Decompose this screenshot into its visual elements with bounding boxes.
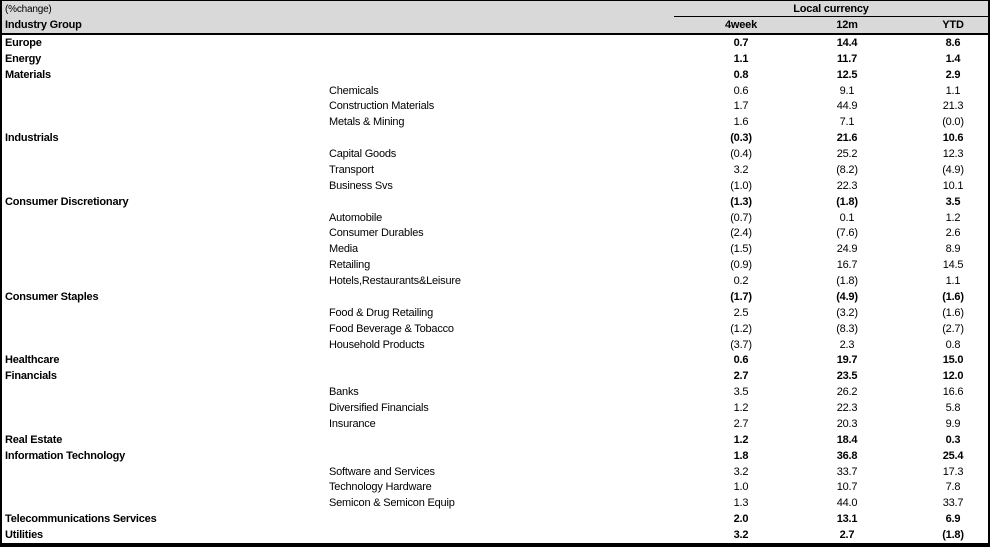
value-4week: 0.6 — [733, 84, 749, 97]
table-row — [2, 210, 988, 226]
value-12m: 2.7 — [839, 529, 855, 542]
value-ytd: 8.6 — [945, 36, 961, 49]
table-row — [2, 241, 988, 257]
value-ytd: (1.8) — [942, 529, 964, 542]
row-label: Retailing — [329, 259, 371, 272]
table-row — [2, 257, 988, 273]
percent-change-label: (%change) — [5, 3, 52, 15]
table-row — [2, 289, 988, 305]
row-label: Materials — [5, 68, 51, 81]
value-12m: (7.6) — [836, 227, 858, 240]
value-ytd: 33.7 — [942, 497, 964, 510]
row-label: Software and Services — [329, 465, 435, 478]
value-4week: 1.7 — [733, 100, 749, 113]
value-ytd: 5.8 — [945, 402, 961, 415]
row-label: Transport — [329, 163, 374, 176]
value-4week: 2.0 — [733, 513, 749, 526]
value-ytd: 1.4 — [945, 52, 961, 65]
value-4week: 3.2 — [733, 465, 749, 478]
value-4week: (1.5) — [730, 243, 752, 256]
table-body — [2, 35, 988, 543]
value-12m: 12.5 — [836, 68, 858, 81]
table-row — [2, 99, 988, 115]
value-12m: 2.3 — [839, 338, 855, 351]
row-label: Technology Hardware — [329, 481, 432, 494]
value-4week: (3.7) — [730, 338, 752, 351]
value-12m: 9.1 — [839, 84, 855, 97]
value-ytd: 12.0 — [942, 370, 964, 383]
column-header-4week: 4week — [724, 19, 758, 31]
value-ytd: (4.9) — [942, 163, 964, 176]
value-4week: 1.2 — [733, 402, 749, 415]
table-header — [2, 1, 988, 33]
value-4week: 1.1 — [733, 52, 749, 65]
value-ytd: 25.4 — [942, 449, 964, 462]
table-row — [2, 495, 988, 511]
table-row — [2, 194, 988, 210]
value-ytd: (1.6) — [942, 306, 964, 319]
value-4week: 3.5 — [733, 386, 749, 399]
row-label: Consumer Durables — [329, 227, 424, 240]
value-4week: 1.2 — [733, 433, 749, 446]
row-label: Telecommunications Services — [5, 513, 157, 526]
table-row — [2, 480, 988, 496]
row-label: Business Svs — [329, 179, 393, 192]
value-12m: (8.2) — [836, 163, 858, 176]
row-label: Hotels,Restaurants&Leisure — [329, 275, 461, 288]
table-row — [2, 321, 988, 337]
value-12m: 0.1 — [839, 211, 855, 224]
value-ytd: 9.9 — [945, 417, 961, 430]
table-row — [2, 83, 988, 99]
row-label: Consumer Staples — [5, 290, 99, 303]
value-12m: 22.3 — [836, 402, 858, 415]
value-4week: 1.0 — [733, 481, 749, 494]
value-ytd: 14.5 — [942, 259, 964, 272]
value-ytd: 1.1 — [945, 275, 961, 288]
value-4week: (0.4) — [730, 148, 752, 161]
table-row — [2, 51, 988, 67]
value-ytd: 10.6 — [942, 132, 964, 145]
value-4week: 0.2 — [733, 275, 749, 288]
value-12m: 20.3 — [836, 417, 858, 430]
value-12m: 44.0 — [836, 497, 858, 510]
value-4week: (1.2) — [730, 322, 752, 335]
value-ytd: 0.3 — [945, 433, 961, 446]
value-ytd: 7.8 — [945, 481, 961, 494]
value-4week: 1.8 — [733, 449, 749, 462]
table-row — [2, 464, 988, 480]
row-label: Food Beverage & Tobacco — [329, 322, 454, 335]
table-row — [2, 226, 988, 242]
row-label: Real Estate — [5, 433, 63, 446]
value-12m: 16.7 — [836, 259, 858, 272]
row-label: Banks — [329, 386, 359, 399]
value-4week: 0.7 — [733, 36, 749, 49]
value-12m: (1.8) — [836, 195, 858, 208]
value-ytd: 1.2 — [945, 211, 961, 224]
value-12m: 10.7 — [836, 481, 858, 494]
value-ytd: (0.0) — [942, 116, 964, 129]
industry-group-column-header: Industry Group — [5, 19, 82, 31]
column-header-12m: 12m — [836, 19, 858, 31]
value-ytd: 1.1 — [945, 84, 961, 97]
table-row — [2, 400, 988, 416]
row-label: Metals & Mining — [329, 116, 405, 129]
table-row — [2, 35, 988, 51]
value-ytd: 16.6 — [942, 386, 964, 399]
row-label: Energy — [5, 52, 42, 65]
row-label: Consumer Discretionary — [5, 195, 129, 208]
value-ytd: 3.5 — [945, 195, 961, 208]
value-12m: 26.2 — [836, 386, 858, 399]
row-label: Media — [329, 243, 358, 256]
value-ytd: (1.6) — [942, 290, 964, 303]
value-ytd: 2.9 — [945, 68, 961, 81]
row-label: Semicon & Semicon Equip — [329, 497, 455, 510]
value-12m: (8.3) — [836, 322, 858, 335]
table-row — [2, 511, 988, 527]
value-4week: (2.4) — [730, 227, 752, 240]
row-label: Automobile — [329, 211, 383, 224]
value-12m: 7.1 — [839, 116, 855, 129]
value-ytd: 8.9 — [945, 243, 961, 256]
table-row — [2, 305, 988, 321]
value-12m: 14.4 — [836, 36, 858, 49]
value-12m: 24.9 — [836, 243, 858, 256]
row-label: Construction Materials — [329, 100, 435, 113]
value-12m: 22.3 — [836, 179, 858, 192]
value-4week: 1.6 — [733, 116, 749, 129]
value-ytd: (2.7) — [942, 322, 964, 335]
value-4week: (0.7) — [730, 211, 752, 224]
value-4week: 0.6 — [733, 354, 749, 367]
value-ytd: 21.3 — [942, 100, 964, 113]
value-ytd: 2.6 — [945, 227, 961, 240]
value-4week: (1.7) — [730, 290, 752, 303]
table-row — [2, 353, 988, 369]
header-row-currency — [2, 1, 988, 17]
value-12m: 11.7 — [836, 52, 857, 65]
value-ytd: 10.1 — [942, 179, 964, 192]
column-header-ytd: YTD — [942, 19, 964, 31]
value-ytd: 12.3 — [942, 148, 964, 161]
table-row — [2, 67, 988, 83]
table-row — [2, 114, 988, 130]
header-row-columns — [2, 17, 988, 33]
table-row — [2, 337, 988, 353]
table-row — [2, 432, 988, 448]
row-label: Capital Goods — [329, 148, 397, 161]
value-4week: (0.3) — [730, 132, 752, 145]
value-12m: 25.2 — [836, 148, 858, 161]
row-label: Household Products — [329, 338, 425, 351]
currency-group-label: Local currency — [793, 2, 869, 15]
value-12m: 36.8 — [836, 449, 858, 462]
table-row — [2, 368, 988, 384]
value-12m: 18.4 — [836, 433, 858, 446]
value-12m: 19.7 — [836, 354, 858, 367]
row-label: Insurance — [329, 417, 376, 430]
value-12m: (4.9) — [836, 290, 858, 303]
row-label: Information Technology — [5, 449, 126, 462]
row-label: Financials — [5, 370, 57, 383]
value-ytd: 6.9 — [945, 513, 961, 526]
table-row — [2, 416, 988, 432]
table-row — [2, 527, 988, 543]
row-label: Diversified Financials — [329, 402, 429, 415]
value-4week: 0.8 — [733, 68, 749, 81]
table-row — [2, 178, 988, 194]
table-row — [2, 146, 988, 162]
value-12m: 21.6 — [836, 132, 858, 145]
value-12m: (3.2) — [836, 306, 858, 319]
row-label: Europe — [5, 36, 42, 49]
table-row — [2, 448, 988, 464]
table-row — [2, 162, 988, 178]
value-4week: (1.3) — [730, 195, 752, 208]
row-label: Chemicals — [329, 84, 379, 97]
value-4week: 1.3 — [733, 497, 749, 510]
table-row — [2, 273, 988, 289]
value-12m: 44.9 — [836, 100, 858, 113]
row-label: Industrials — [5, 132, 59, 145]
value-12m: 33.7 — [836, 465, 858, 478]
value-4week: 3.2 — [733, 529, 749, 542]
value-4week: (1.0) — [730, 179, 752, 192]
value-12m: 23.5 — [836, 370, 858, 383]
value-4week: 2.7 — [733, 417, 749, 430]
row-label: Food & Drug Retailing — [329, 306, 434, 319]
value-4week: 2.5 — [733, 306, 749, 319]
value-12m: 13.1 — [836, 513, 858, 526]
value-4week: 3.2 — [733, 163, 749, 176]
currency-group-header — [674, 1, 988, 17]
value-ytd: 17.3 — [942, 465, 964, 478]
table-row — [2, 130, 988, 146]
value-ytd: 15.0 — [942, 354, 964, 367]
table-row — [2, 384, 988, 400]
value-4week: 2.7 — [733, 370, 749, 383]
value-ytd: 0.8 — [945, 338, 961, 351]
row-label: Utilities — [5, 529, 43, 542]
value-12m: (1.8) — [836, 275, 858, 288]
value-4week: (0.9) — [730, 259, 752, 272]
row-label: Healthcare — [5, 354, 60, 367]
